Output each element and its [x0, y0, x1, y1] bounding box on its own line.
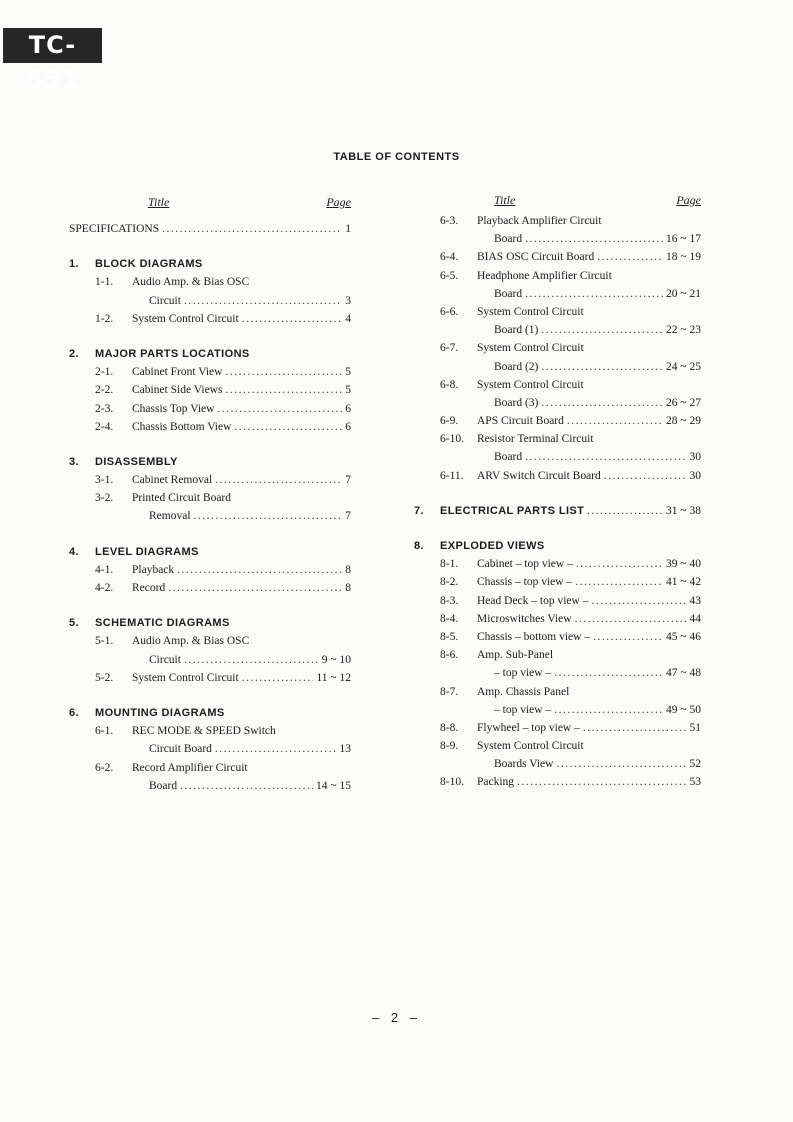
toc-entry-8-7-cont[interactable]: – top view – ..... 49 ~ 50 — [414, 701, 701, 719]
toc-left-column — [69, 195, 351, 795]
toc-entry-8-9-cont[interactable]: Boards View ..... 52 — [414, 755, 701, 773]
toc-entry-3-2-cont[interactable]: Removal ..... 7 — [69, 507, 351, 525]
section-heading-8[interactable]: 8. EXPLODED VIEWS — [414, 540, 545, 552]
toc-entry-6-5-cont[interactable]: Board ..... 20 ~ 21 — [414, 285, 701, 303]
toc-entry-8-5[interactable]: 8-5. Chassis – bottom view – ..... 45 ~ 46 — [414, 628, 701, 646]
column-header — [414, 193, 701, 209]
toc-entry-3-2[interactable]: 3-2. Printed Circuit Board — [95, 492, 232, 505]
toc-entry-8-4[interactable]: 8-4. Microswitches View ..... 44 — [414, 610, 701, 628]
section-heading-3[interactable]: 3. DISASSEMBLY — [69, 455, 178, 468]
section-heading-4[interactable]: 4. LEVEL DIAGRAMS — [69, 545, 199, 558]
toc-entry-6-8[interactable]: 6-8. System Control Circuit — [440, 378, 584, 391]
toc-entry-8-6[interactable]: 8-6. Amp. Sub-Panel — [440, 649, 554, 662]
page-header: Page — [676, 193, 701, 207]
toc-entry-specifications[interactable]: SPECIFICATIONS ..... 1 — [69, 220, 351, 238]
title-header: Title — [494, 193, 516, 207]
toc-entry-6-7[interactable]: 6-7. System Control Circuit — [440, 342, 584, 355]
toc-entry-6-9[interactable]: 6-9. APS Circuit Board ..... 28 ~ 29 — [414, 412, 701, 430]
toc-entry-1-1[interactable]: 1-1. Audio Amp. & Bias OSC — [95, 276, 250, 289]
toc-entry-6-2-cont[interactable]: Board ..... 14 ~ 15 — [69, 777, 351, 795]
toc-entry-1-1-cont[interactable]: Circuit ..... 3 — [69, 292, 351, 310]
toc-entry-6-10[interactable]: 6-10. Resistor Terminal Circuit — [440, 433, 594, 446]
toc-entry-2-4[interactable]: 2-4. Chassis Bottom View ..... 6 — [69, 418, 351, 436]
toc-entry-6-11[interactable]: 6-11. ARV Switch Circuit Board ..... 30 — [414, 467, 701, 485]
toc-entry-6-6-cont[interactable]: Board (1) ..... 22 ~ 23 — [414, 321, 701, 339]
toc-entry-5-1-cont[interactable]: Circuit ..... 9 ~ 10 — [69, 651, 351, 669]
toc-right-column — [414, 193, 701, 792]
toc-entry-6-10-cont[interactable]: Board ..... 30 — [414, 448, 701, 466]
toc-entry-8-8[interactable]: 8-8. Flywheel – top view – ..... 51 — [414, 719, 701, 737]
toc-entry-6-8-cont[interactable]: Board (3) ..... 26 ~ 27 — [414, 394, 701, 412]
section-heading-5[interactable]: 5. SCHEMATIC DIAGRAMS — [69, 617, 230, 630]
page-title: TABLE OF CONTENTS — [333, 151, 460, 163]
section-heading-2[interactable]: 2. MAJOR PARTS LOCATIONS — [69, 347, 250, 360]
toc-entry-8-7[interactable]: 8-7. Amp. Chassis Panel — [440, 685, 570, 698]
toc-entry-2-3[interactable]: 2-3. Chassis Top View ..... 6 — [69, 400, 351, 418]
toc-entry-8-3[interactable]: 8-3. Head Deck – top view – ..... 43 — [414, 592, 701, 610]
toc-entry-6-3[interactable]: 6-3. Playback Amplifier Circuit — [440, 215, 602, 227]
toc-entry-6-5[interactable]: 6-5. Headphone Amplifier Circuit — [440, 269, 612, 282]
toc-entry-5-1[interactable]: 5-1. Audio Amp. & Bias OSC — [95, 635, 250, 648]
toc-entry-6-2[interactable]: 6-2. Record Amplifier Circuit — [95, 761, 248, 774]
section-heading-6[interactable]: 6. MOUNTING DIAGRAMS — [69, 706, 225, 719]
toc-entry-8-1[interactable]: 8-1. Cabinet – top view – ..... 39 ~ 40 — [414, 555, 701, 573]
toc-entry-3-1[interactable]: 3-1. Cabinet Removal ..... 7 — [69, 471, 351, 489]
toc-entry-8-10[interactable]: 8-10. Packing ..... 53 — [414, 773, 701, 791]
section-heading-7[interactable]: 7. ELECTRICAL PARTS LIST ..... 31 ~ 38 — [414, 502, 701, 520]
column-header — [69, 195, 351, 211]
toc-entry-6-4[interactable]: 6-4. BIAS OSC Circuit Board ..... 18 ~ 19 — [414, 248, 701, 266]
toc-entry-4-2[interactable]: 4-2. Record ..... 8 — [69, 579, 351, 597]
toc-entry-2-1[interactable]: 2-1. Cabinet Front View ..... 5 — [69, 363, 351, 381]
model-logo: TC-651 — [3, 28, 102, 63]
toc-entry-8-2[interactable]: 8-2. Chassis – top view – ..... 41 ~ 42 — [414, 573, 701, 591]
title-header: Title — [148, 195, 170, 209]
section-heading-1[interactable]: 1. BLOCK DIAGRAMS — [69, 258, 203, 271]
toc-entry-8-9[interactable]: 8-9. System Control Circuit — [440, 740, 584, 753]
toc-entry-6-6[interactable]: 6-6. System Control Circuit — [440, 305, 584, 318]
toc-entry-8-6-cont[interactable]: – top view – ..... 47 ~ 48 — [414, 664, 701, 682]
toc-entry-6-1-cont[interactable]: Circuit Board ..... 13 — [69, 740, 351, 758]
page-number: – 2 – — [372, 1010, 421, 1025]
toc-entry-5-2[interactable]: 5-2. System Control Circuit ..... 11 ~ 12 — [69, 669, 351, 687]
toc-entry-6-1[interactable]: 6-1. REC MODE & SPEED Switch — [95, 725, 276, 738]
page-header: Page — [326, 195, 351, 209]
toc-entry-6-7-cont[interactable]: Board (2) ..... 24 ~ 25 — [414, 358, 701, 376]
toc-entry-6-3-cont[interactable]: Board ..... 16 ~ 17 — [414, 230, 701, 248]
toc-entry-2-2[interactable]: 2-2. Cabinet Side Views ..... 5 — [69, 381, 351, 399]
toc-entry-4-1[interactable]: 4-1. Playback ..... 8 — [69, 561, 351, 579]
toc-entry-1-2[interactable]: 1-2. System Control Circuit ..... 4 — [69, 310, 351, 328]
